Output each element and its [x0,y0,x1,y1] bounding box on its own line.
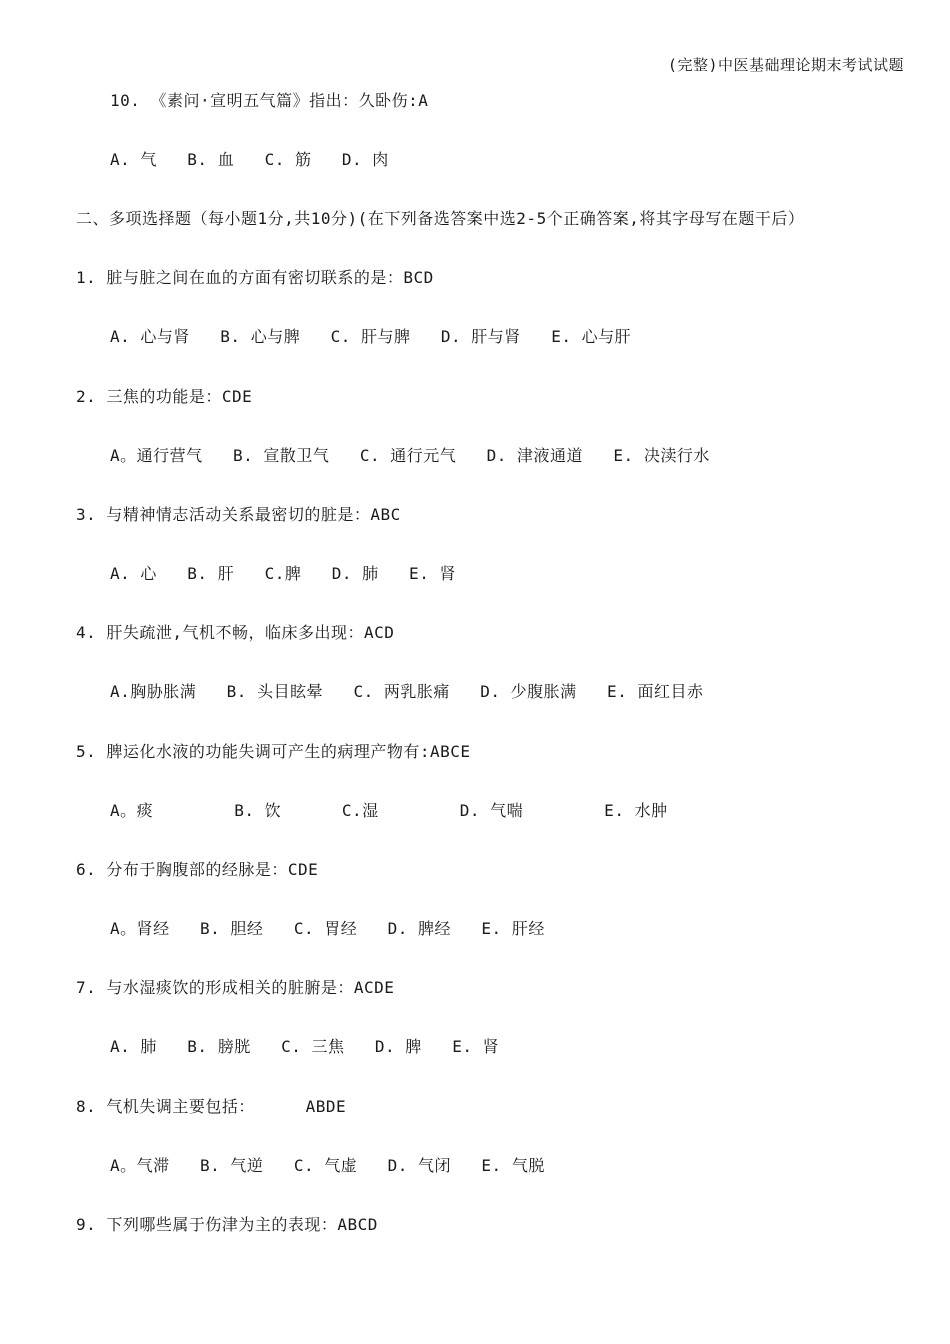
question-10-stem: 10. 《素问·宣明五气篇》指出：久卧伤:A [110,91,429,110]
question-4-stem: 4. 肝失疏泄,气机不畅，临床多出现：ACD [76,623,395,642]
question-3-stem: 3. 与精神情志活动关系最密切的脏是：ABC [76,505,401,524]
question-8-options: A。气滞 B. 气逆 C. 气虚 D. 气闭 E. 气脱 [110,1156,545,1175]
question-8-stem: 8. 气机失调主要包括： ABDE [76,1097,347,1116]
question-5-options: A。痰 B. 饮 C.湿 D. 气喘 E. 水肿 [110,801,668,820]
section-2-heading: 二、多项选择题（每小题1分,共10分)(在下列备选答案中选2-5个正确答案,将其字母写在题干后） [76,209,805,228]
question-5-stem: 5. 脾运化水液的功能失调可产生的病理产物有:ABCE [76,742,471,761]
question-7-stem: 7. 与水湿痰饮的形成相关的脏腑是：ACDE [76,978,395,997]
page-header-title: (完整)中医基础理论期末考试试题 [667,56,904,74]
question-4-options: A.胸胁胀满 B. 头目眩晕 C. 两乳胀痛 D. 少腹胀满 E. 面红目赤 [110,682,704,701]
question-1-stem: 1. 脏与脏之间在血的方面有密切联系的是：BCD [76,268,434,287]
question-9-stem: 9. 下列哪些属于伤津为主的表现：ABCD [76,1215,378,1234]
question-10-options: A. 气 B. 血 C. 筋 D. 肉 [110,150,389,169]
question-6-options: A。肾经 B. 胆经 C. 胃经 D. 脾经 E. 肝经 [110,919,545,938]
question-2-stem: 2. 三焦的功能是：CDE [76,387,253,406]
question-3-options: A. 心 B. 肝 C.脾 D. 肺 E. 肾 [110,564,456,583]
question-1-options: A. 心与肾 B. 心与脾 C. 肝与脾 D. 肝与肾 E. 心与肝 [110,327,632,346]
question-6-stem: 6. 分布于胸腹部的经脉是：CDE [76,860,319,879]
question-2-options: A。通行营气 B. 宣散卫气 C. 通行元气 D. 津液通道 E. 决渎行水 [110,446,710,465]
question-7-options: A. 肺 B. 膀胱 C. 三焦 D. 脾 E. 肾 [110,1037,500,1056]
